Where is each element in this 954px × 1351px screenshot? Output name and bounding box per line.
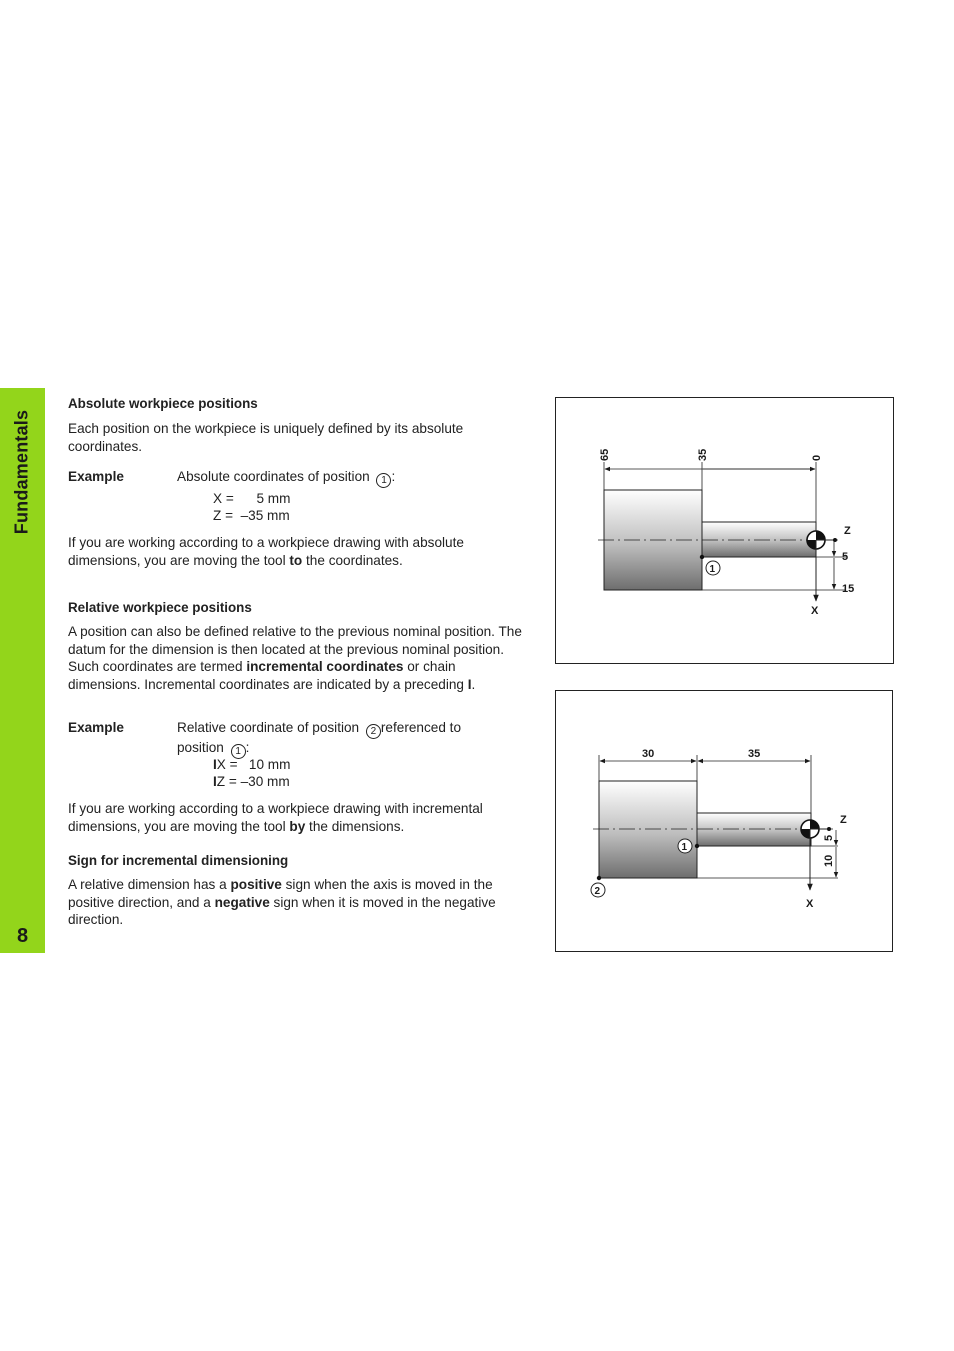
heading-absolute-positions: Absolute workpiece positions	[68, 396, 258, 411]
absolute-x-value: X = 5 mm	[213, 491, 291, 506]
absolute-intro: Each position on the workpiece is uniquely defined by its absolute coordinates.	[68, 421, 464, 454]
axis-label-x: X	[811, 605, 819, 617]
example-label: Example	[68, 469, 124, 484]
example-text: Relative coordinate of position 2 referenced to position 1 :	[177, 720, 462, 757]
svg-text:1: 1	[709, 564, 716, 575]
example-text: Absolute coordinates of position 1 :	[177, 469, 396, 486]
figure-absolute-coordinates	[555, 397, 894, 664]
heading-sign: Sign for incremental dimensioning	[68, 853, 289, 868]
drawing-incremental	[556, 691, 892, 951]
dimension-label-30: 30	[642, 748, 655, 760]
workpiece-small-diameter	[697, 813, 811, 846]
axis-label-z: Z	[840, 814, 847, 826]
relative-iz-value: IZ = –30 mm	[213, 774, 290, 789]
relative-ix-value: IX = 10 mm	[213, 757, 291, 772]
dimension-label-0: 0	[811, 454, 823, 461]
relative-example	[68, 719, 530, 759]
dimension-label-65: 65	[599, 448, 611, 461]
drawing-absolute	[556, 398, 893, 663]
axis-label-x: X	[806, 898, 814, 910]
figure-incremental-coordinates	[555, 690, 893, 952]
page-number: 8	[16, 925, 29, 947]
example-label: Example	[68, 720, 124, 735]
dimension-label-10: 10	[823, 854, 835, 867]
sign-text: A relative dimension has a positive sign when the axis is moved in the positive direction, and a negative sign when it is moved in the negative direction.	[68, 877, 496, 927]
dimension-label-5: 5	[823, 834, 835, 841]
position-marker: 2	[366, 724, 381, 739]
position-marker-1	[678, 839, 692, 853]
relative-note: If you are working according to a workpiece drawing with incremental dimensions, you are moving the tool by the dimensions.	[68, 801, 483, 834]
absolute-example	[68, 468, 530, 488]
position-marker: 1	[376, 473, 391, 488]
position-marker: 1	[231, 744, 246, 759]
position-marker-1	[706, 561, 720, 575]
svg-text:2: 2	[594, 886, 601, 897]
dimension-label-35: 35	[697, 448, 709, 461]
dimension-label-15: 15	[842, 583, 855, 595]
svg-text:1: 1	[681, 842, 688, 853]
position-marker-2	[591, 883, 605, 897]
heading-relative-positions: Relative workpiece positions	[68, 600, 252, 615]
workpiece-large-diameter	[599, 781, 697, 878]
chapter-title: Fundamentals	[11, 409, 32, 535]
dimension-label-5: 5	[842, 551, 849, 563]
dimension-label-35: 35	[748, 748, 761, 760]
absolute-z-value: Z = –35 mm	[213, 508, 290, 523]
relative-intro: A position can also be defined relative to the previous nominal position. The datum for the dimension is then located at the previous nominal position. Such coordinates are termed incremental coordinates or chain dimensions. Incremental coordinates are indicated by a preceding I.	[68, 624, 522, 692]
workpiece-small-diameter	[702, 522, 816, 557]
absolute-note: If you are working according to a workpiece drawing with absolute dimensions, you are moving the tool to the coordinates.	[68, 535, 464, 568]
axis-label-z: Z	[844, 525, 851, 537]
